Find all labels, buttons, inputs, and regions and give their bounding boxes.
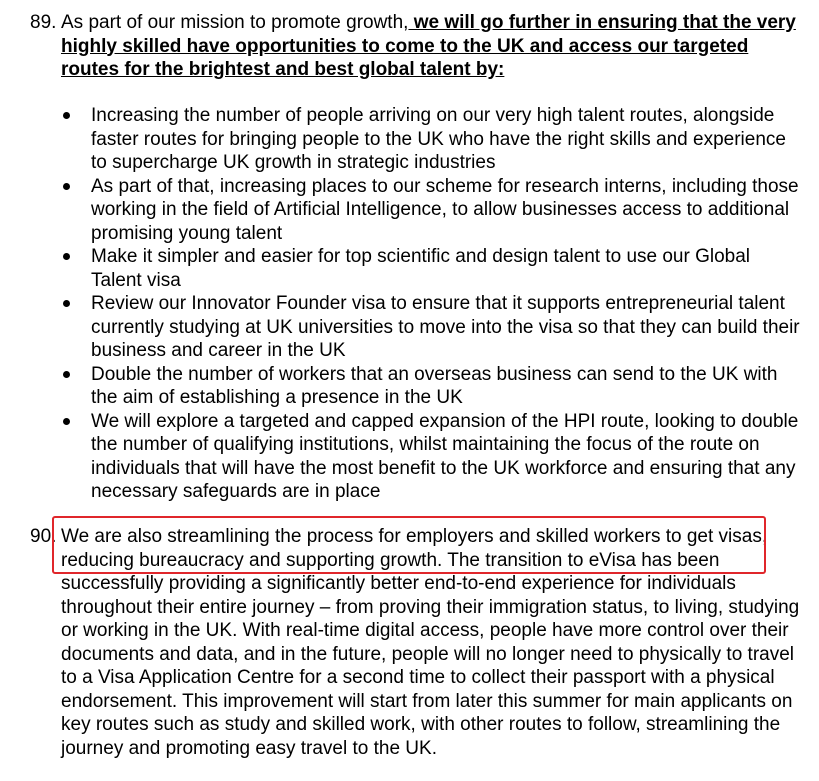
bullet-text: Review our Innovator Founder visa to ensure that it supports entrepreneurial talent currently studying at UK universities to move into the visa so that they can build their business and career in the UK <box>91 293 800 361</box>
list-item <box>60 363 805 410</box>
paragraph-89 <box>30 11 800 82</box>
list-item <box>60 175 805 246</box>
bullet-text: We will explore a targeted and capped expansion of the HPI route, looking to double the number of qualifying institutions, whilst maintaining the focus of the route on individuals that will have the most benefit to the UK workforce and ensuring that any necessary safeguards are in place <box>91 410 799 502</box>
bullet-text: As part of that, increasing places to our scheme for research interns, including those working in the field of Artificial Intelligence, to allow businesses access to additional promising young talent <box>91 175 799 244</box>
paragraph-90-body: We are also streamlining the process for employers and skilled workers to get visas, reducing bureaucracy and supporting growth. The transition to eVisa has been successfully providing a significantly better end-to-end experience for individuals throughout their entire journey – from proving their immigration status, to living, studying or working in the UK. With real-time digital access, people have more control over their documents and data, and in the future, people will no longer need to physically to travel to a Visa Application Centre for a second time to collect their passport with a physical endorsement. This improvement will start from later this summer for main applicants on key routes such as study and skilled work, with other routes to follow, streamlining the journey and promoting easy travel to the UK. <box>61 526 800 759</box>
paragraph-number: 89. <box>30 12 57 33</box>
bullet-icon <box>60 175 91 246</box>
bullet-icon <box>60 104 91 175</box>
talent-routes-bullet-list <box>60 104 805 504</box>
paragraph-89-intro: As part of our mission to promote growth, <box>61 12 409 33</box>
bullet-icon <box>60 410 91 504</box>
list-item <box>60 245 805 292</box>
bullet-icon <box>60 245 91 292</box>
bullet-text: Make it simpler and easier for top scientific and design talent to use our Global Talent visa <box>91 246 751 291</box>
bullet-text: Double the number of workers that an overseas business can send to the UK with the aim of establishing a presence in the UK <box>91 363 778 408</box>
bullet-icon <box>60 363 91 410</box>
list-item <box>60 292 805 363</box>
bullet-text: Increasing the number of people arriving on our very high talent routes, alongside faster routes for bringing people to the UK who have the right skills and experience to supercharge UK growth in strategic industries <box>91 105 786 173</box>
list-item <box>60 410 805 504</box>
paragraph-90 <box>30 525 800 760</box>
paragraph-number: 90. <box>30 526 57 547</box>
bullet-icon <box>60 292 91 363</box>
paragraph-89-emphasis: we will go further in ensuring that the very highly skilled have opportunities to come to the UK and access our targeted routes for the brightest and best global talent by: <box>61 12 796 80</box>
paragraph-89-body <box>61 11 800 82</box>
list-item <box>60 104 805 175</box>
